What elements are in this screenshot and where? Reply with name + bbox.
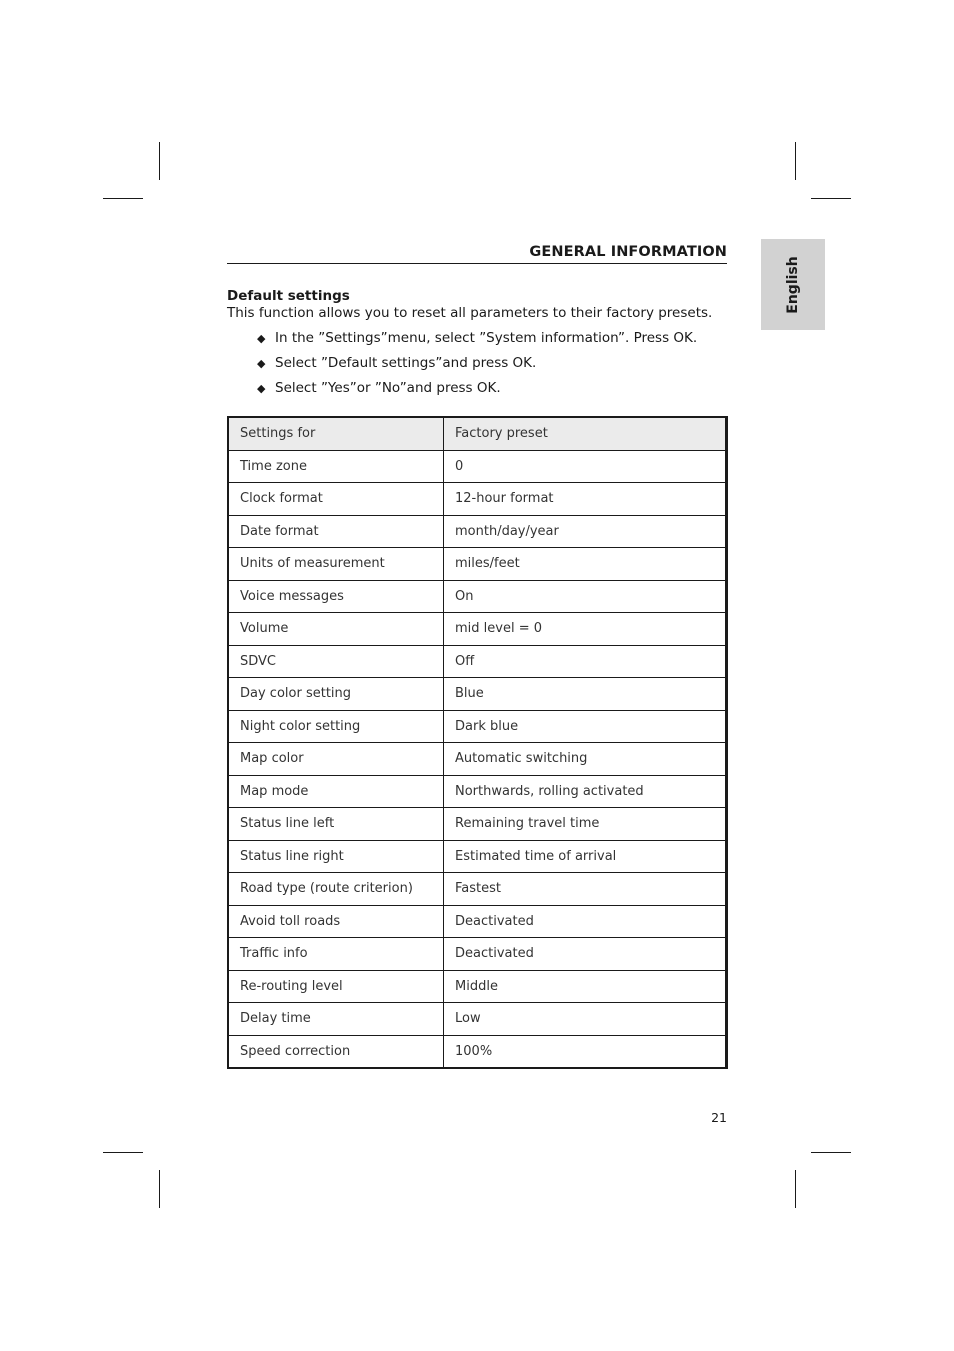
crop-mark xyxy=(103,198,143,199)
crop-mark xyxy=(795,142,796,180)
crop-mark xyxy=(159,1170,160,1208)
setting-name: Status line right xyxy=(228,840,444,873)
setting-name: Avoid toll roads xyxy=(228,905,444,938)
language-tab-label: English xyxy=(785,255,801,314)
setting-value: month/day/year xyxy=(444,515,727,548)
crop-mark xyxy=(159,142,160,180)
table-row xyxy=(228,450,727,483)
steps-list xyxy=(257,330,697,405)
step-text: Select ”Default settings”and press OK. xyxy=(275,355,537,371)
setting-value: Fastest xyxy=(444,873,727,906)
setting-value: Low xyxy=(444,1003,727,1036)
setting-name: SDVC xyxy=(228,645,444,678)
setting-name: Clock format xyxy=(228,483,444,516)
diamond-bullet-icon: ◆ xyxy=(257,332,266,345)
setting-value: 100% xyxy=(444,1035,727,1068)
table-row xyxy=(228,938,727,971)
setting-name: Map color xyxy=(228,743,444,776)
intro-paragraph: This function allows you to reset all parameters to their factory presets. xyxy=(227,305,713,321)
crop-mark xyxy=(811,198,851,199)
setting-value: Blue xyxy=(444,678,727,711)
setting-name: Time zone xyxy=(228,450,444,483)
table-row xyxy=(228,808,727,841)
setting-name: Night color setting xyxy=(228,710,444,743)
table-row xyxy=(228,873,727,906)
header-cell: Settings for xyxy=(228,417,444,450)
table-row xyxy=(228,1003,727,1036)
step-text: In the ”Settings”menu, select ”System information”. Press OK. xyxy=(275,330,698,346)
list-item xyxy=(257,380,697,405)
setting-value: miles/feet xyxy=(444,548,727,581)
setting-name: Re-routing level xyxy=(228,970,444,1003)
table-row xyxy=(228,515,727,548)
setting-value: Middle xyxy=(444,970,727,1003)
table-row xyxy=(228,483,727,516)
table-row xyxy=(228,743,727,776)
diamond-bullet-icon: ◆ xyxy=(257,357,266,370)
setting-value: Deactivated xyxy=(444,905,727,938)
setting-name: Traffic info xyxy=(228,938,444,971)
table-row xyxy=(228,613,727,646)
default-settings-table xyxy=(227,416,728,1069)
setting-value: Automatic switching xyxy=(444,743,727,776)
section-title: GENERAL INFORMATION xyxy=(529,244,727,260)
setting-value: 12-hour format xyxy=(444,483,727,516)
table-row xyxy=(228,840,727,873)
list-item xyxy=(257,330,697,355)
setting-value: Deactivated xyxy=(444,938,727,971)
table-row xyxy=(228,710,727,743)
crop-mark xyxy=(103,1152,143,1153)
setting-value: Off xyxy=(444,645,727,678)
setting-name: Voice messages xyxy=(228,580,444,613)
table-row xyxy=(228,580,727,613)
header-cell: Factory preset xyxy=(444,417,727,450)
table-row xyxy=(228,775,727,808)
table-header-row xyxy=(228,417,727,450)
table-row xyxy=(228,645,727,678)
setting-name: Day color setting xyxy=(228,678,444,711)
setting-value: 0 xyxy=(444,450,727,483)
crop-mark xyxy=(795,1170,796,1208)
setting-name: Delay time xyxy=(228,1003,444,1036)
setting-value: Remaining travel time xyxy=(444,808,727,841)
setting-name: Road type (route criterion) xyxy=(228,873,444,906)
header-divider xyxy=(227,263,727,264)
setting-name: Date format xyxy=(228,515,444,548)
setting-value: mid level = 0 xyxy=(444,613,727,646)
setting-name: Units of measurement xyxy=(228,548,444,581)
setting-name: Status line left xyxy=(228,808,444,841)
step-text: Select ”Yes”or ”No”and press OK. xyxy=(275,380,501,396)
table-row xyxy=(228,548,727,581)
page-number: 21 xyxy=(711,1110,727,1125)
table-row xyxy=(228,970,727,1003)
table-row xyxy=(228,905,727,938)
list-item xyxy=(257,355,697,380)
setting-value: On xyxy=(444,580,727,613)
crop-mark xyxy=(811,1152,851,1153)
setting-value: Estimated time of arrival xyxy=(444,840,727,873)
language-tab xyxy=(761,239,825,330)
table-row xyxy=(228,1035,727,1068)
setting-name: Speed correction xyxy=(228,1035,444,1068)
setting-value: Dark blue xyxy=(444,710,727,743)
setting-name: Map mode xyxy=(228,775,444,808)
setting-value: Northwards, rolling activated xyxy=(444,775,727,808)
diamond-bullet-icon: ◆ xyxy=(257,382,266,395)
setting-name: Volume xyxy=(228,613,444,646)
section-heading: Default settings xyxy=(227,288,350,304)
table-row xyxy=(228,678,727,711)
